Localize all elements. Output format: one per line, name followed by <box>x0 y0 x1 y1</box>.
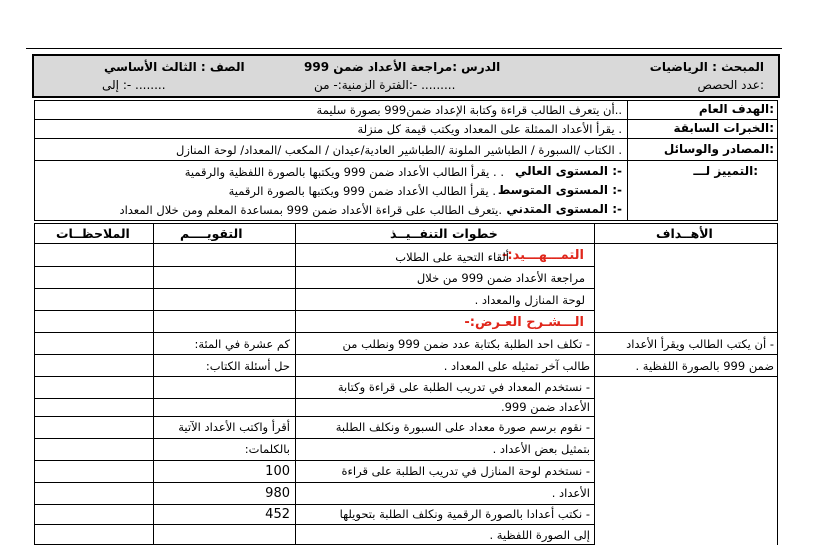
step-line-1: - تكلف احد الطلبة بكتابة عدد ضمن 999 ونطلب من <box>342 337 590 351</box>
step-line-8: الأعداد . <box>551 486 590 500</box>
assessment-number-2: 980 <box>265 486 290 501</box>
step-line-4: الأعداد ضمن 999. <box>500 400 590 414</box>
step-line-5: - نقوم برسم صورة معداد على السبورة ونكلف الطلبة <box>335 420 590 434</box>
assessment-header: التقويــــم <box>180 226 243 241</box>
low-level-text: يتعرف الطالب على قراءة الأعداد ضمن 999 بمساعدة المعلم ومن خلال المعداد. <box>119 203 502 217</box>
mid-level-text: يقرأ الطالب الأعداد ضمن 999 ويكتبها بالصورة الرقمية . <box>228 184 496 198</box>
general-goal-text: أن يتعرف الطالب قراءة وكتابة الإعداد ضمن999 بصورة سليمة.. <box>316 103 622 117</box>
intro-step-2: مراجعة الأعداد ضمن 999 من خلال <box>416 271 585 285</box>
objective-line-2: ضمن 999 بالصورة اللفظية . <box>635 359 774 373</box>
mid-level-label: المستوى المتوسط :- <box>497 183 622 197</box>
objectives-header: الأهــداف <box>656 226 713 241</box>
high-level-label: المستوى العالي :- <box>515 164 622 178</box>
explain-title: الـــشـرح العـرض:- <box>464 315 584 330</box>
assessment-line-4: بالكلمات: <box>244 442 290 456</box>
subject-label: المبحث : الرياضيات <box>649 60 764 74</box>
low-level-label: المستوى المتدني :- <box>506 202 622 216</box>
intro-step-1: ألقاء التحية على الطلاب <box>395 250 509 264</box>
sessions-label: عدد الحصص: <box>697 78 764 92</box>
steps-header: خطوات التنفــيــذ <box>390 226 498 241</box>
step-line-10: إلى الصورة اللفظية . <box>489 528 590 542</box>
high-level-text: يقرأ الطالب الأعداد ضمن 999 ويكتبها بالصورة اللفظية والرقمية . . <box>184 165 504 179</box>
resources-label: المصادر والوسائل: <box>663 142 774 156</box>
assessment-number-3: 452 <box>265 507 290 522</box>
assessment-number-1: 100 <box>265 464 290 479</box>
differentiation-label: التمييز لـــ: <box>693 164 758 178</box>
step-line-3: - نستخدم المعداد في تدريب الطلبة على قراءة وكتابة <box>337 380 590 394</box>
step-line-9: - نكتب أعدادا بالصورة الرقمية ونكلف الطلبة بتحويلها <box>339 507 590 521</box>
assessment-line-2: حل أسئلة الكتاب: <box>205 359 290 373</box>
assessment-line-1: كم عشرة في المئة: <box>194 337 290 351</box>
prior-knowledge-text: يقرأ الأعداد الممثلة على المعداد ويكتب قيمة كل منزلة . <box>357 122 622 136</box>
step-line-2: طالب آخر تمثيله على المعداد . <box>443 359 590 373</box>
assessment-line-3: أقرأ واكتب الأعداد الآتية <box>178 420 290 434</box>
prior-knowledge-label: الخبرات السابقة: <box>673 121 774 135</box>
intro-title: التمـــهـــيد:- <box>501 248 584 263</box>
intro-step-3: لوحة المنازل والمعداد . <box>474 293 585 307</box>
to-label: إلى :- ........ <box>102 78 166 92</box>
resources-text: الكتاب /السبورة / الطباشير الملونة /الطباشير العادية/عيدان / المكعب /المعداد/ لوحة المنازل . <box>175 143 622 157</box>
top-rule <box>26 48 782 49</box>
step-line-6: بتمثيل بعض الأعداد . <box>492 442 590 456</box>
general-goal-label: الهدف العام: <box>698 102 774 116</box>
lesson-title: الدرس :مراجعة الأعداد ضمن 999 <box>304 60 501 74</box>
step-line-7: - نستخدم لوحة المنازل في تدريب الطلبة على قراءة <box>341 464 590 478</box>
notes-header: الملاحظــات <box>56 226 130 241</box>
grade-label: الصف : الثالث الأساسي <box>104 60 245 74</box>
objective-line-1: - أن يكتب الطالب ويقرأ الأعداد <box>626 337 774 351</box>
lesson-header <box>32 54 780 98</box>
period-label: الفترة الزمنية:- من:- ......... <box>314 78 456 92</box>
